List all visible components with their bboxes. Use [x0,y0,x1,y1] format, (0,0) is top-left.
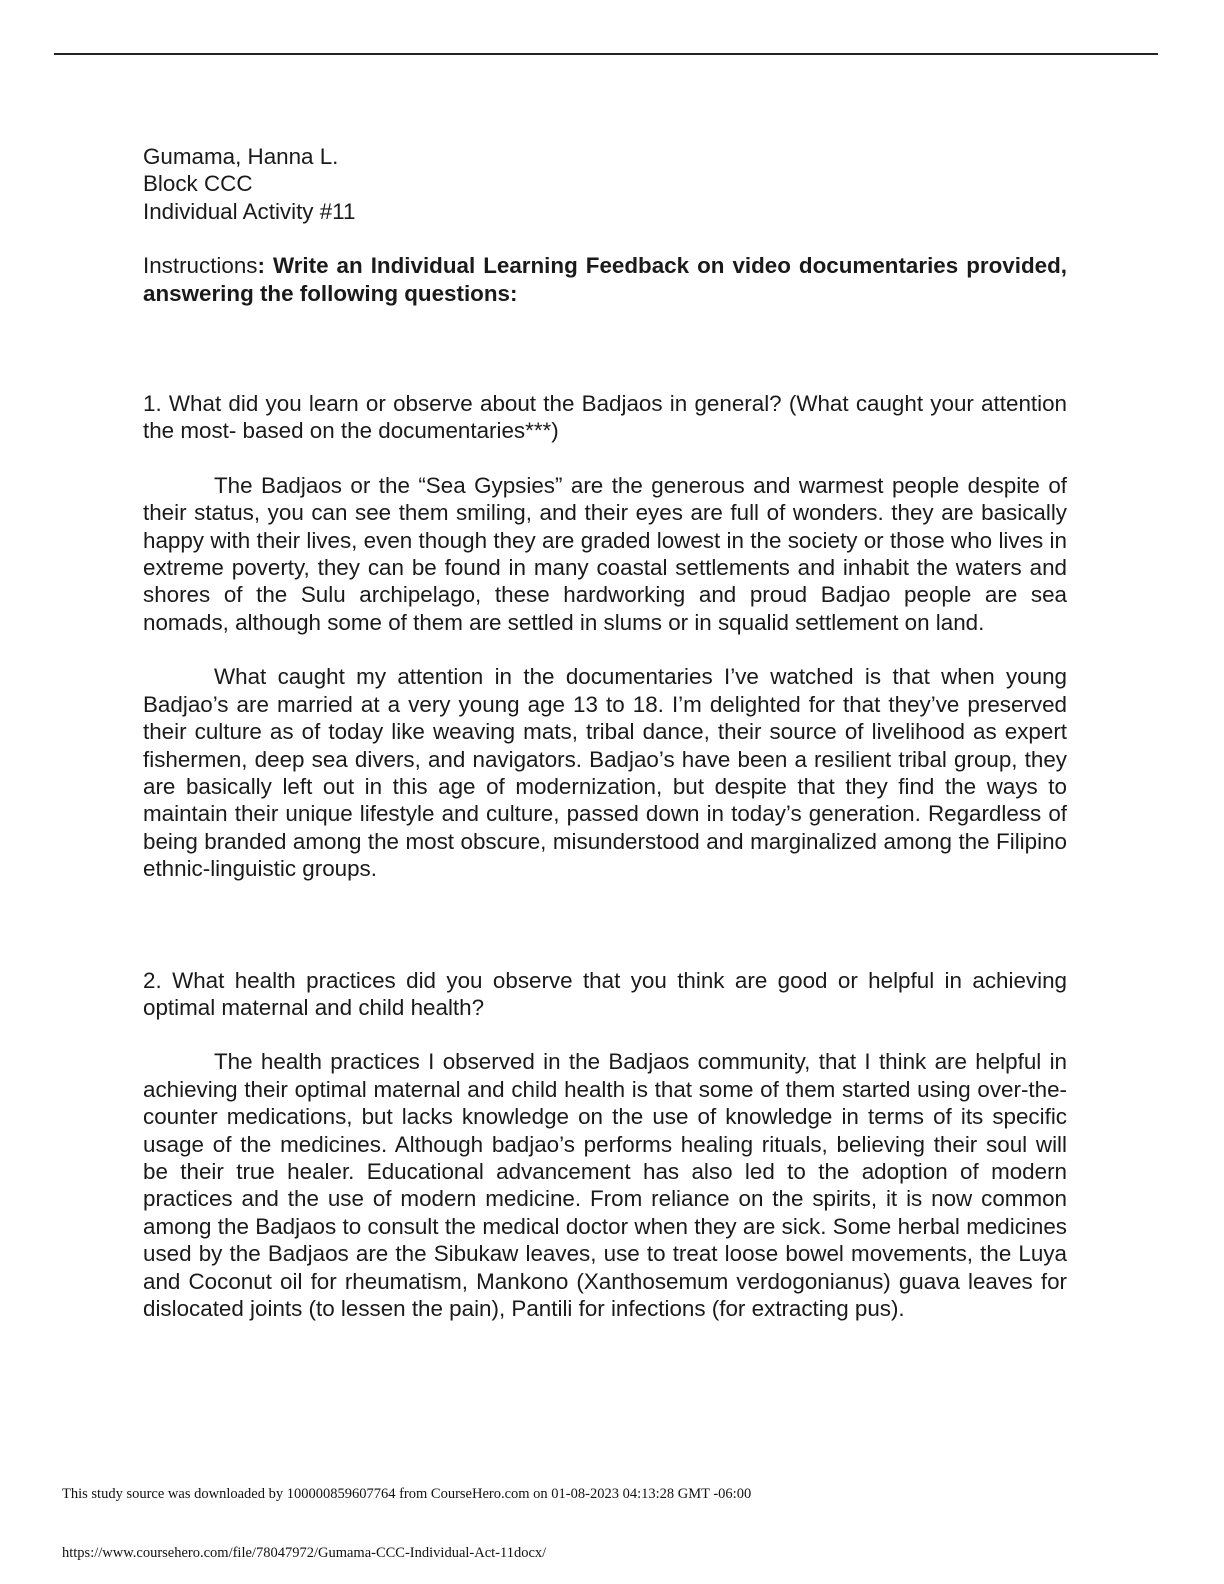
student-name: Gumama, Hanna L. [143,144,339,169]
document-body [143,143,1067,1322]
question-2: 2. What health practices did you observe that you think are good or helpful in achieving optimal maternal and child health? [143,967,1067,1020]
answer-2-paragraph-1: The health practices I observed in the Badjaos community, that I think are helpful in achieving their optimal maternal and child health is that some of them started using over-the-counter medications, but lacks knowledge on the use of knowledge in terms of its specific usage of the medicines. Although badjao’s performs healing rituals, believing their soul will be their true healer. Educational advancement has also led to the adoption of modern practices and the use of modern medicine. From reliance on the spirits, it is now common among the Badjaos to consult the medical doctor when they are sick. Some herbal medicines used by the Badjaos are the Sibukaw leaves, use to treat loose bowel movements, the Luya and Coconut oil for rheumatism, Mankono (Xanthosemum verdogonianus) guava leaves for dislocated joints (to lessen the pain), Pantili for infections (for extracting pus). [143,1049,1067,1321]
download-notice: This study source was downloaded by 100000859607764 from CourseHero.com on 01-08-2023 04:13:28 GMT -06:00 [62,1486,752,1502]
instructions [143,252,1067,307]
answer-1-paragraph-2: What caught my attention in the documentaries I’ve watched is that when young Badjao’s are married at a very young age 13 to 18. I’m delighted for that they’ve preserved their culture as of today like weaving mats, tribal dance, their source of livelihood as expert fishermen, deep sea divers, and navigators. Badjao’s have been a resilient tribal group, they are basically left out in this age of modernization, but despite that they find the ways to maintain their unique lifestyle and culture, passed down in today’s generation. Regardless of being branded among the most obscure, misunderstood and marginalized among the Filipino ethnic-linguistic groups. [143,664,1067,882]
student-block: Block CCC [143,171,253,197]
instructions-label: Instructions [143,253,258,279]
source-url[interactable]: https://www.coursehero.com/file/78047972/Gumama-CCC-Individual-Act-11docx/ [62,1545,547,1561]
header-rule [54,53,1158,55]
instructions-text: Write an Individual Learning Feedback on video documentaries provided, answering the following questions: [143,253,1067,306]
instructions-colon: : [257,253,273,279]
question-1: 1. What did you learn or observe about the Badjaos in general? (What caught your attention the most- based on the documentaries***) [143,391,1067,444]
answer-1-paragraph-1: The Badjaos or the “Sea Gypsies” are the generous and warmest people despite of their status, you can see them smiling, and their eyes are full of wonders. they are basically happy with their lives, even though they are graded lowest in the society or those who lives in extreme poverty, they can be found in many coastal settlements and inhabit the waters and shores of the Sulu archipelago, these hardworking and proud Badjao people are sea nomads, although some of them are settled in slums or in squalid settlement on land. [143,472,1067,635]
activity-title: Individual Activity #11 [143,198,356,224]
student-header [143,143,1067,225]
